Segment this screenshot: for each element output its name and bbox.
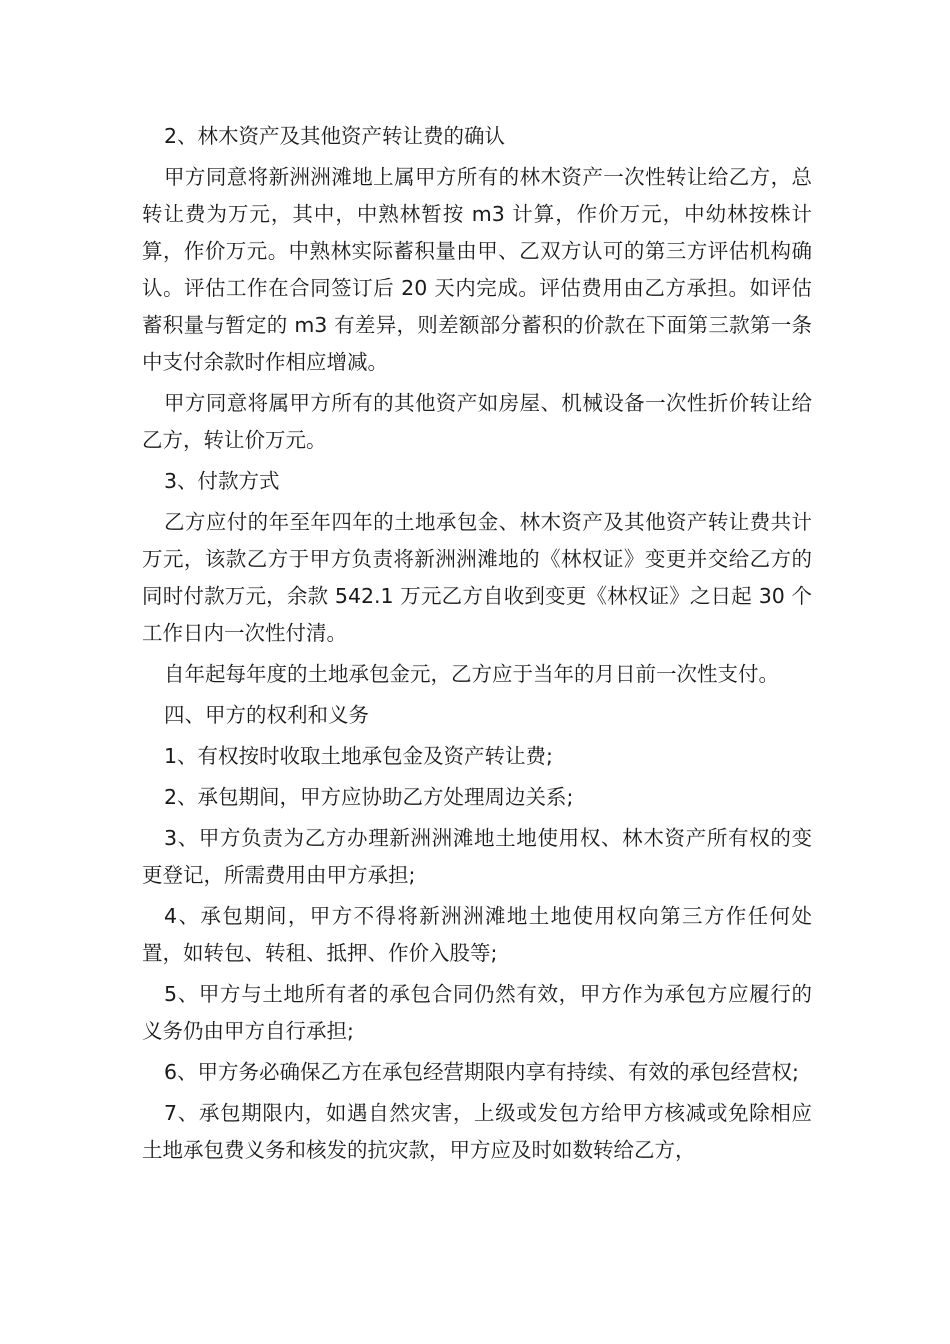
section-heading-transfer-fee: 2、林木资产及其他资产转让费的确认 xyxy=(164,124,506,148)
paragraph-other-asset-transfer: 甲方同意将属甲方所有的其他资产如房屋、机械设备一次性折价转让给乙方，转让价万元。 xyxy=(142,391,812,452)
section-heading-party-a-rights: 四、甲方的权利和义务 xyxy=(164,703,369,727)
list-item-5: 5、甲方与土地所有者的承包合同仍然有效，甲方作为承包方应履行的义务仍由甲方自行承担; xyxy=(142,982,812,1043)
document-body xyxy=(142,118,812,1169)
list-item-1: 1、有权按时收取土地承包金及资产转让费; xyxy=(164,744,553,768)
list-item-7: 7、承包期限内，如遇自然灾害，上级或发包方给甲方核减或免除相应土地承包费义务和核发的抗灾款，甲方应及时如数转给乙方， xyxy=(142,1101,812,1162)
paragraph-annual-fee: 自年起每年度的土地承包金元，乙方应于当年的月日前一次性支付。 xyxy=(164,662,779,686)
paragraph-forest-asset-transfer: 甲方同意将新洲洲滩地上属甲方所有的林木资产一次性转让给乙方，总转让费为万元，其中，中熟林暂按 m3 计算，作价万元，中幼林按株计算，作价万元。中熟林实际蓄积量由甲、乙双方认可的第三方评估机构确认。评估工作在合同签订后 20 天内完成。评估费用由乙方承担。如评估蓄积量与暂定的 m3 有差异，则差额部分蓄积的价款在下面第三款第一条中支付余款时作相应增减。 xyxy=(142,165,812,374)
section-heading-payment: 3、付款方式 xyxy=(164,469,280,493)
list-item-2: 2、承包期间，甲方应协助乙方处理周边关系; xyxy=(164,785,574,809)
paragraph-payment-terms: 乙方应付的年至年四年的土地承包金、林木资产及其他资产转让费共计万元，该款乙方于甲方负责将新洲洲滩地的《林权证》变更并交给乙方的同时付款万元，余款 542.1 万元乙方自收到变更《林权证》之日起 30 个工作日内一次性付清。 xyxy=(142,510,812,645)
list-item-4: 4、承包期间，甲方不得将新洲洲滩地土地使用权向第三方作任何处置，如转包、转租、抵押、作价入股等; xyxy=(142,904,812,965)
list-item-6: 6、甲方务必确保乙方在承包经营期限内享有持续、有效的承包经营权; xyxy=(164,1060,799,1084)
list-item-3: 3、甲方负责为乙方办理新洲洲滩地土地使用权、林木资产所有权的变更登记，所需费用由甲方承担; xyxy=(142,826,812,887)
